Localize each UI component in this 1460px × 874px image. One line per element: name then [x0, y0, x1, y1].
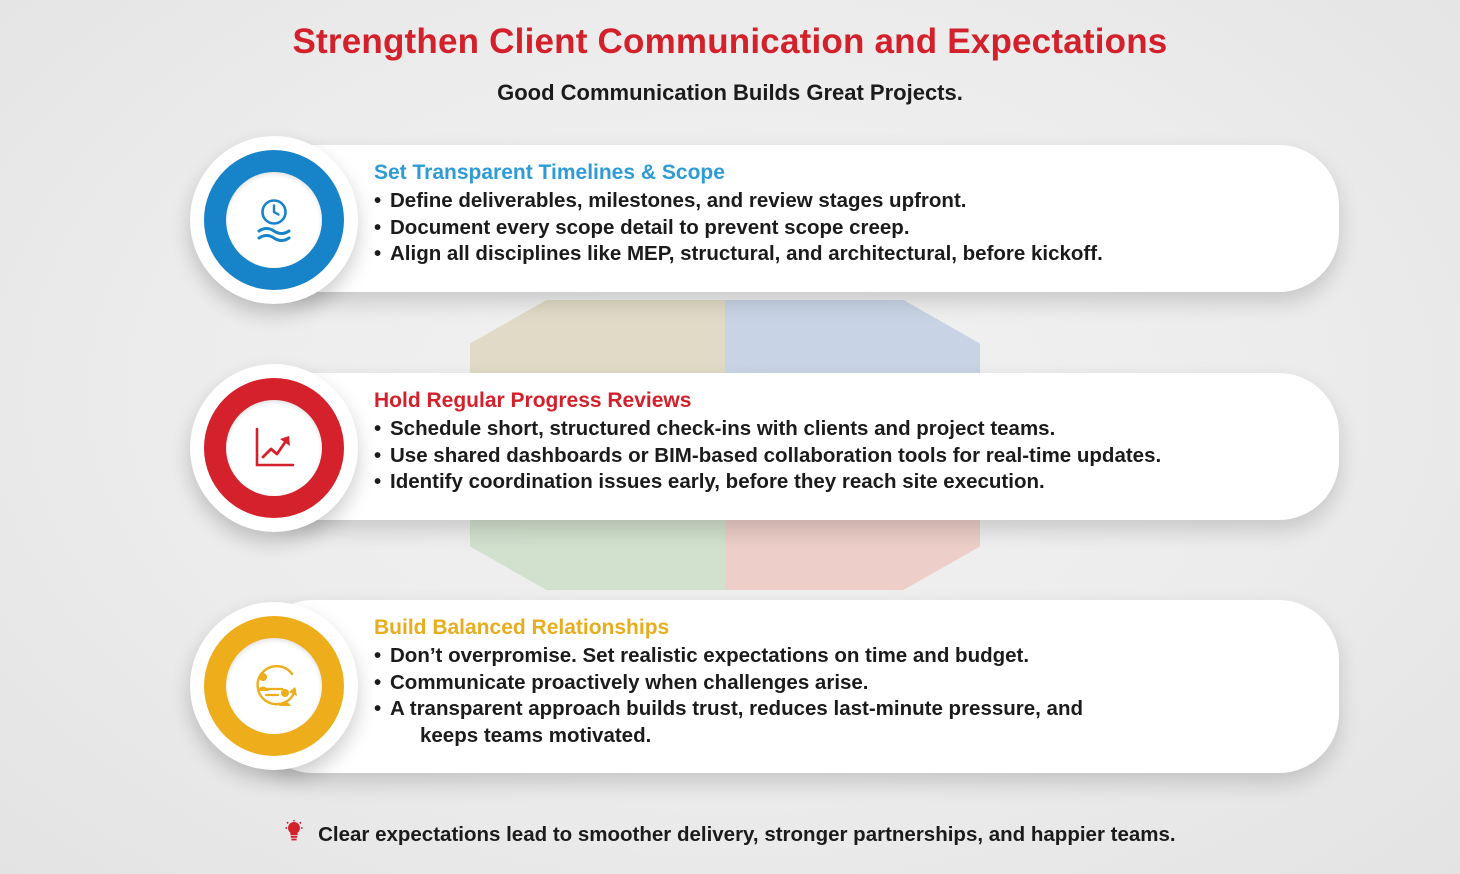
badge-icon-well: [226, 400, 322, 496]
bullet-text: Document every scope detail to prevent scope creep.: [390, 215, 910, 239]
bullet-dot: •: [374, 215, 382, 239]
section-content: [374, 616, 1299, 749]
bullet-dot: •: [374, 644, 382, 667]
list-item: [374, 696, 1299, 749]
clock-icon: [247, 193, 301, 247]
bullet-text: Define deliverables, milestones, and review stages upfront.: [390, 189, 967, 212]
section-badge-transparent-timelines: [190, 136, 358, 304]
bullet-dot: •: [374, 670, 382, 694]
growth-chart-icon: [249, 423, 299, 473]
badge-color-ring: [204, 150, 344, 290]
section-content: [374, 161, 1299, 268]
bullet-text: Identify coordination issues early, before they reach site execution.: [390, 470, 1045, 493]
badge-outer-ring: [190, 364, 358, 532]
bullet-text: A transparent approach builds trust, reduces last-minute pressure, and: [390, 697, 1083, 720]
badge-color-ring: [204, 378, 344, 518]
list-item: [374, 643, 1299, 670]
bullet-dot: •: [374, 697, 382, 720]
badge-outer-ring: [190, 602, 358, 770]
bullet-dot: •: [374, 443, 382, 467]
section-card-balanced-relationships: [253, 600, 1339, 773]
list-item: [374, 670, 1299, 697]
bullet-dot: •: [374, 242, 382, 265]
list-item: [374, 416, 1299, 443]
badge-icon-well: [226, 638, 322, 734]
bullet-text: Don’t overpromise. Set realistic expectations on time and budget.: [390, 644, 1030, 667]
section-badge-balanced-relationships: [190, 602, 358, 770]
list-item: [374, 469, 1299, 496]
section-badge-progress-reviews: [190, 364, 358, 532]
list-item: [374, 241, 1299, 268]
bullet-text: Use shared dashboards or BIM-based collaboration tools for real-time updates.: [390, 443, 1162, 467]
footer-text: Clear expectations lead to smoother delivery, stronger partnerships, and happier teams.: [318, 823, 1176, 846]
section-card-transparent-timelines: [253, 145, 1339, 292]
bullet-text: Communicate proactively when challenges arise.: [390, 670, 869, 694]
section-bullet-list: [374, 416, 1299, 496]
section-heading: Build Balanced Relationships: [374, 616, 670, 639]
section-card-progress-reviews: [253, 373, 1339, 520]
bullet-dot: •: [374, 417, 382, 440]
page-subtitle: Good Communication Builds Great Projects.: [497, 80, 963, 105]
badge-outer-ring: [190, 136, 358, 304]
page-title: Strengthen Client Communication and Expectations: [292, 22, 1168, 61]
badge-color-ring: [204, 616, 344, 756]
list-item: [374, 188, 1299, 215]
bullet-text: Schedule short, structured check-ins with clients and project teams.: [390, 417, 1056, 440]
footer-note: [0, 820, 1460, 850]
badge-icon-well: [226, 172, 322, 268]
bullet-dot: •: [374, 189, 382, 212]
section-bullet-list: [374, 643, 1299, 749]
bullet-text: Align all disciplines like MEP, structural, and architectural, before kickoff.: [390, 242, 1103, 265]
section-heading: Set Transparent Timelines & Scope: [374, 161, 725, 184]
section-bullet-list: [374, 188, 1299, 268]
section-content: [374, 389, 1299, 496]
lightbulb-icon: [284, 820, 304, 850]
list-item: [374, 215, 1299, 242]
section-heading: Hold Regular Progress Reviews: [374, 389, 692, 412]
bullet-dot: •: [374, 470, 382, 493]
balance-scale-people-icon: [248, 660, 300, 712]
bullet-text-continuation: keeps teams motivated.: [420, 723, 652, 747]
list-item: [374, 443, 1299, 470]
